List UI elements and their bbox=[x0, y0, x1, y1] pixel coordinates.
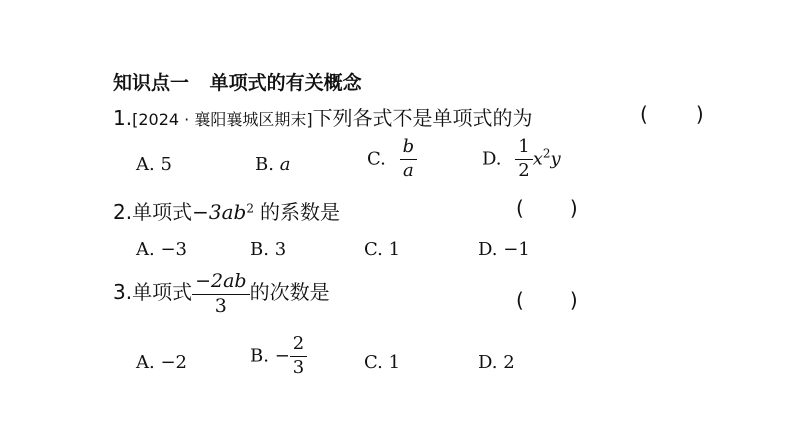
answer-paren: ( ) bbox=[640, 102, 704, 126]
option-2a[interactable]: A. −3 bbox=[136, 239, 188, 260]
option-3c[interactable]: C. 1 bbox=[364, 352, 401, 373]
math-expression: −3ab bbox=[192, 200, 247, 224]
option-1a[interactable]: A. 5 bbox=[136, 154, 172, 175]
question-2: 2.单项式$-3ab^2$ 的系数是 bbox=[113, 200, 340, 224]
question-text: 下列各式不是单项式的为 bbox=[312, 106, 533, 130]
fraction: $\frac{2}{3}$ bbox=[290, 335, 307, 378]
option-2d[interactable]: D. −1 bbox=[478, 239, 530, 260]
option-1b[interactable]: B. a bbox=[255, 154, 291, 175]
question-number: 2. bbox=[113, 200, 133, 224]
option-1c[interactable]: C. $\frac{b}{a}$ bbox=[367, 138, 417, 181]
fraction: $\frac{1}{2}$ bbox=[515, 138, 532, 181]
section-heading bbox=[113, 68, 362, 95]
option-3d[interactable]: D. 2 bbox=[478, 352, 515, 373]
question-source: [2024 · 襄阳襄城区期末] bbox=[132, 110, 313, 129]
question-number: 1. bbox=[113, 106, 133, 130]
question-number: 3. bbox=[113, 279, 133, 304]
option-2c[interactable]: C. 1 bbox=[364, 239, 401, 260]
answer-paren: ( ) bbox=[516, 196, 578, 220]
question-text-after: 的系数是 bbox=[259, 200, 340, 224]
answer-paren: ( ) bbox=[516, 288, 578, 312]
option-3b[interactable]: B. − $\frac{2}{3}$ bbox=[250, 335, 307, 378]
option-1d[interactable]: D. $\frac{1}{2}$ $x^2y$ bbox=[482, 136, 561, 181]
question-text-before: 单项式 bbox=[132, 279, 193, 304]
fraction: $\frac{-2ab}{3}$ bbox=[192, 272, 250, 317]
fraction: $\frac{b}{a}$ bbox=[400, 138, 418, 181]
question-text-after: 的次数是 bbox=[249, 279, 330, 304]
section-title: 单项式的有关概念 bbox=[209, 72, 362, 94]
option-3a[interactable]: A. −2 bbox=[136, 352, 188, 373]
option-2b[interactable]: B. 3 bbox=[250, 239, 287, 260]
section-label: 知识点一 bbox=[113, 72, 190, 94]
question-1 bbox=[113, 102, 533, 131]
question-3 bbox=[113, 272, 330, 317]
question-text-before: 单项式 bbox=[132, 200, 193, 224]
